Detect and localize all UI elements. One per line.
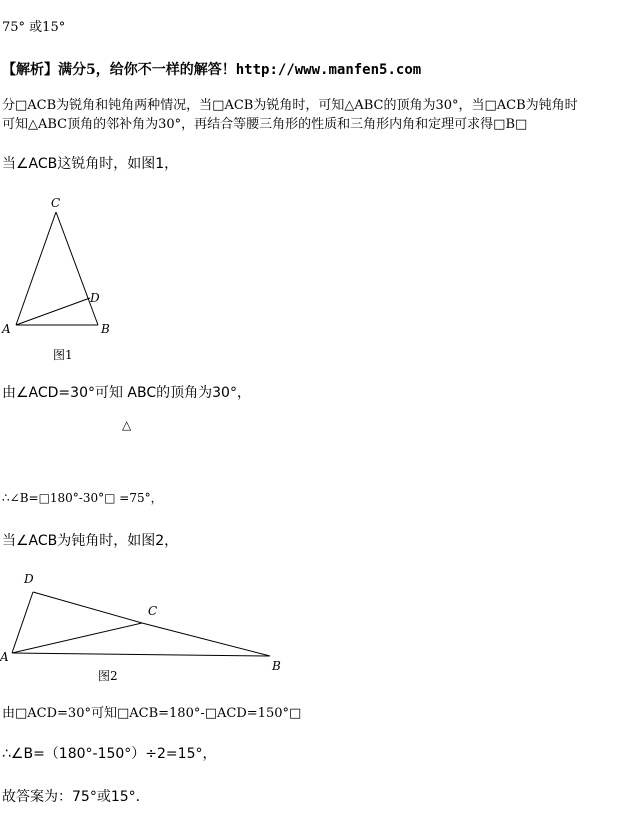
figure-1-triangle xyxy=(16,212,98,325)
figure-2-caption: 图2 xyxy=(98,669,118,683)
triangle-symbol: △ xyxy=(122,418,132,432)
figure-1-label-d: D xyxy=(90,291,100,305)
case1-intro: 当∠ACB这锐角时，如图1， xyxy=(2,156,179,172)
figure-2 xyxy=(0,565,300,690)
case1-step2: ∴∠B=□180°-30°□ =75°， xyxy=(2,491,163,505)
figure-2-label-d: D xyxy=(24,572,34,586)
case1-step1: 由∠ACD=30°可知 ABC的顶角为30°， xyxy=(2,385,251,401)
case2-step2: ∴∠B=（180°-150°）÷2=15°， xyxy=(2,746,217,762)
answer-line: 75° 或15° xyxy=(2,20,66,35)
header-url: http://www.manfen5.com xyxy=(235,62,422,78)
figure-1-label-a: A xyxy=(2,322,11,336)
explanation-line-2: 可知△ABC顶角的邻补角为30°，再结合等腰三角形的性质和三角形内角和定理可求得□B□ xyxy=(2,117,528,132)
figure-1 xyxy=(0,190,130,370)
figure-1-label-b: B xyxy=(101,322,110,336)
case2-step1: 由□ACD=30°可知□ACB=180°-□ACD=150°□ xyxy=(2,706,302,721)
case2-intro: 当∠ACB为钝角时，如图2， xyxy=(2,533,179,549)
figure-2-triangle xyxy=(12,592,270,656)
conclusion: 故答案为：75°或15°． xyxy=(2,789,150,805)
figure-1-caption: 图1 xyxy=(53,348,73,362)
figure-2-label-a: A xyxy=(0,650,9,664)
figure-1-label-c: C xyxy=(51,196,61,210)
explanation-line-1: 分□ACB为锐角和钝角两种情况，当□ACB为锐角时，可知△ABC的顶角为30°，当□ACB为钝角时 xyxy=(2,98,578,113)
header-bracket-text: 【解析】满分5，给你不一样的解答！ xyxy=(2,62,236,78)
figure-2-label-b: B xyxy=(272,659,281,673)
source-header xyxy=(2,62,421,78)
figure-2-label-c: C xyxy=(148,604,158,618)
